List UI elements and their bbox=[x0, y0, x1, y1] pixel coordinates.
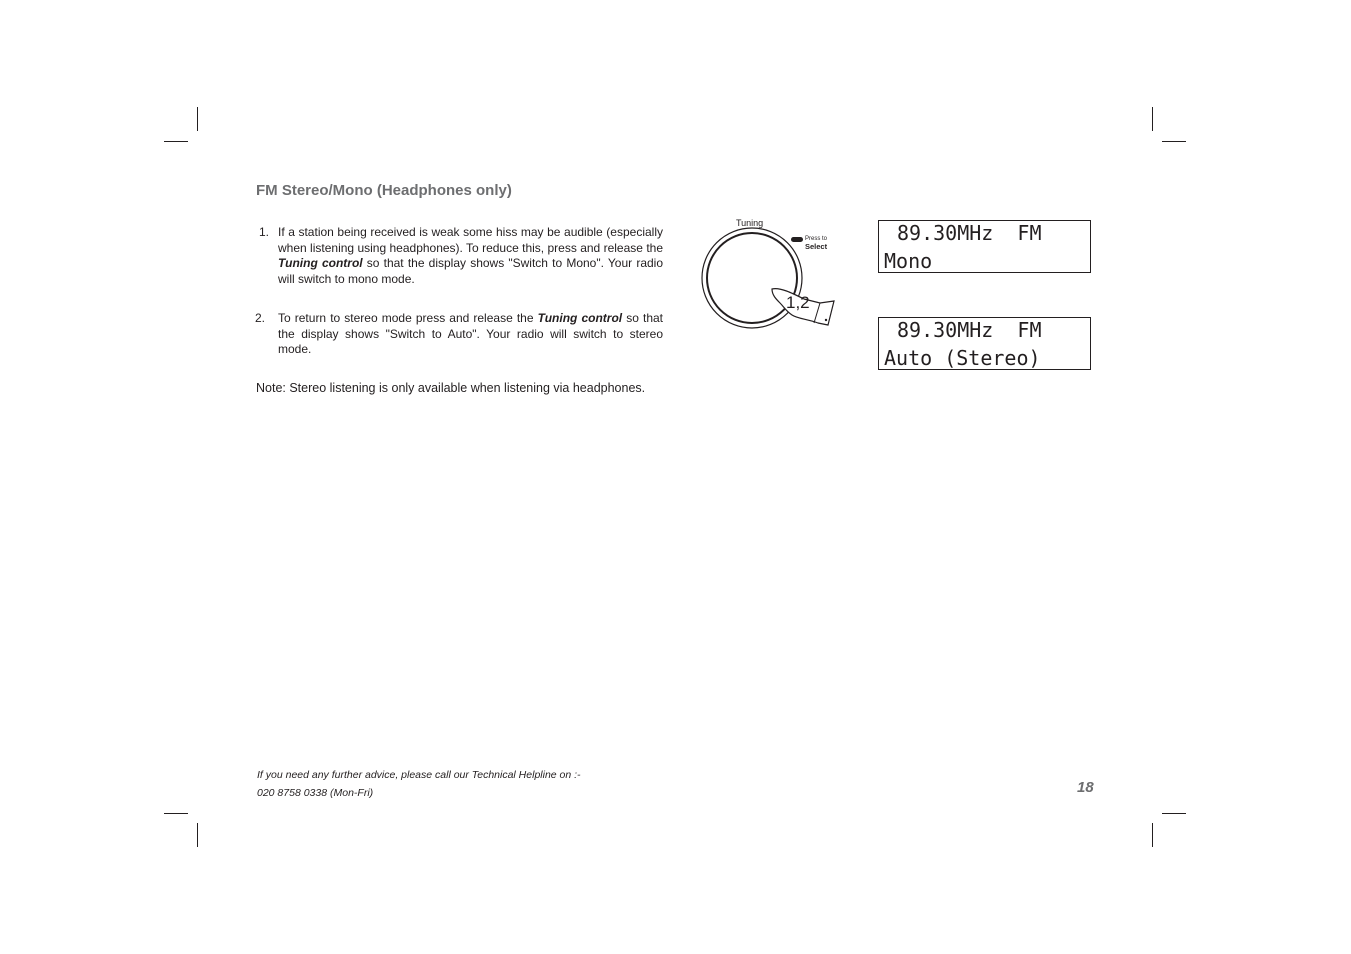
crop-mark bbox=[197, 107, 198, 131]
crop-mark bbox=[164, 141, 188, 142]
note-text: Note: Stereo listening is only available when listening via headphones. bbox=[256, 381, 646, 395]
tuning-label: Tuning bbox=[736, 218, 764, 228]
step-number: 2. bbox=[255, 311, 266, 325]
lcd-display-mono bbox=[878, 220, 1091, 273]
tuning-control-term: Tuning control bbox=[537, 311, 623, 325]
crop-mark bbox=[1152, 107, 1153, 131]
step-2 bbox=[255, 311, 663, 358]
step-text: To return to stereo mode press and release the Tuning control so that the display shows "Switch to Auto". Your radio will switch to stereo mode. bbox=[278, 311, 664, 357]
tuning-knob-icon bbox=[700, 215, 840, 330]
lcd-mode-line: Mono bbox=[884, 249, 933, 273]
step-1 bbox=[255, 225, 663, 288]
lcd-frequency-line: 89.30MHz FM bbox=[897, 221, 1042, 245]
lcd-mode-line: Auto (Stereo) bbox=[884, 346, 1041, 370]
tuning-knob-illustration bbox=[700, 215, 840, 330]
step-text: If a station being received is weak some hiss may be audible (especially when listening using headphones). To reduce this, press and release the Tuning control so that the display shows "Switch to Mono". Your radio will switch to mono mode. bbox=[278, 225, 664, 287]
crop-mark bbox=[1152, 823, 1153, 847]
crop-mark bbox=[164, 813, 188, 814]
crop-mark bbox=[197, 823, 198, 847]
lcd-frequency-line: 89.30MHz FM bbox=[897, 318, 1042, 342]
crop-mark bbox=[1162, 813, 1186, 814]
lcd-display-stereo bbox=[878, 317, 1091, 370]
step-number: 1. bbox=[259, 225, 270, 239]
tuning-control-term: Tuning control bbox=[278, 256, 363, 271]
press-to-select-label: Press to Select bbox=[805, 236, 828, 251]
helpline-number: 020 8758 0338 (Mon-Fri) bbox=[257, 787, 374, 799]
select-button-icon bbox=[791, 237, 803, 242]
page-number: 18 bbox=[1077, 779, 1094, 796]
section-heading: FM Stereo/Mono (Headphones only) bbox=[256, 182, 512, 199]
crop-mark bbox=[1162, 141, 1186, 142]
step-reference-label: 1,2 bbox=[786, 293, 810, 312]
helpline-text: If you need any further advice, please call our Technical Helpline on :- bbox=[257, 769, 581, 781]
